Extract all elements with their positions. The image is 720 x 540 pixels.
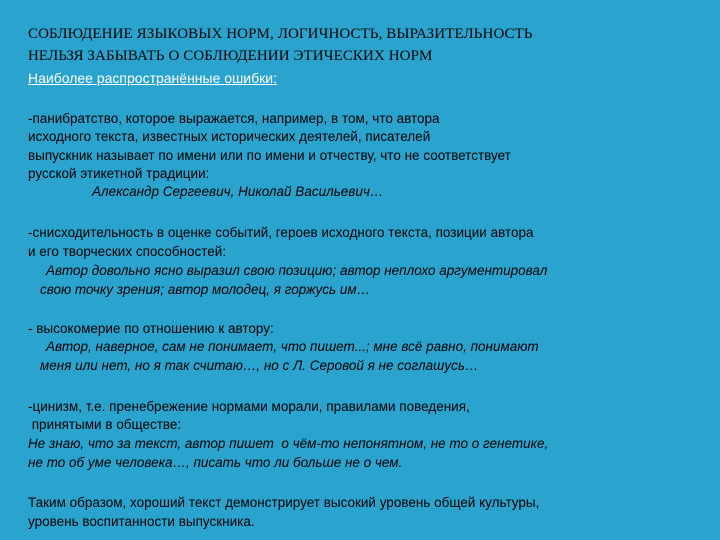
error-condescension-example-2: свою точку зрения; автор молодец, я горжусь им… (40, 282, 371, 297)
error-familiarity-line-3: выпускник называет по имени или по имени и отчеству, что не соответствует (28, 148, 511, 163)
slide-subtitle: Наиболее распространённые ошибки: (28, 70, 277, 86)
error-cynicism-example-1: Не знаю, что за текст, автор пишет о чём-то непонятном, не то о генетике, (28, 436, 549, 451)
error-cynicism-line-1: -цинизм, т.е. пренебрежение нормами морали, правилами поведения, (28, 399, 470, 414)
error-arrogance-example-1: Автор, наверное, сам не понимает, что пишет...; мне всё равно, понимают (46, 339, 539, 354)
error-cynicism-line-2: принятыми в обществе: (28, 417, 182, 432)
slide-title-line-2: НЕЛЬЗЯ ЗАБЫВАТЬ О СОБЛЮДЕНИИ ЭТИЧЕСКИХ НОРМ (28, 48, 433, 64)
error-familiarity-line-1: -панибратство, которое выражается, например, в том, что автора (28, 111, 440, 126)
error-familiarity-line-4: русской этикетной традиции: (28, 166, 210, 181)
error-condescension-line-1: -снисходительность в оценке событий, героев исходного текста, позиции автора (28, 225, 534, 240)
conclusion-line-1: Таким образом, хороший текст демонстрирует высокий уровень общей культуры, (28, 495, 540, 510)
error-condescension-example-1: Автор довольно ясно выразил свою позицию; автор неплохо аргументировал (46, 263, 548, 278)
error-arrogance-line-1: - высокомерие по отношению к автору: (28, 321, 274, 336)
error-condescension-line-2: и его творческих способностей: (28, 244, 227, 259)
conclusion-line-2: уровень воспитанности выпускника. (28, 514, 255, 529)
slide-title-line-1: СОБЛЮДЕНИЕ ЯЗЫКОВЫХ НОРМ, ЛОГИЧНОСТЬ, ВЫРАЗИТЕЛЬНОСТЬ (28, 26, 533, 42)
error-familiarity-line-2: исходного текста, известных исторических деятелей, писателей (28, 129, 431, 144)
error-familiarity-example: Александр Сергеевич, Николай Васильевич… (92, 184, 384, 199)
error-arrogance-example-2: меня или нет, но я так считаю…, но с Л. Серовой я не соглашусь… (40, 358, 479, 373)
error-cynicism-example-2: не то об уме человека…, писать что ли больше не о чем. (28, 455, 403, 470)
